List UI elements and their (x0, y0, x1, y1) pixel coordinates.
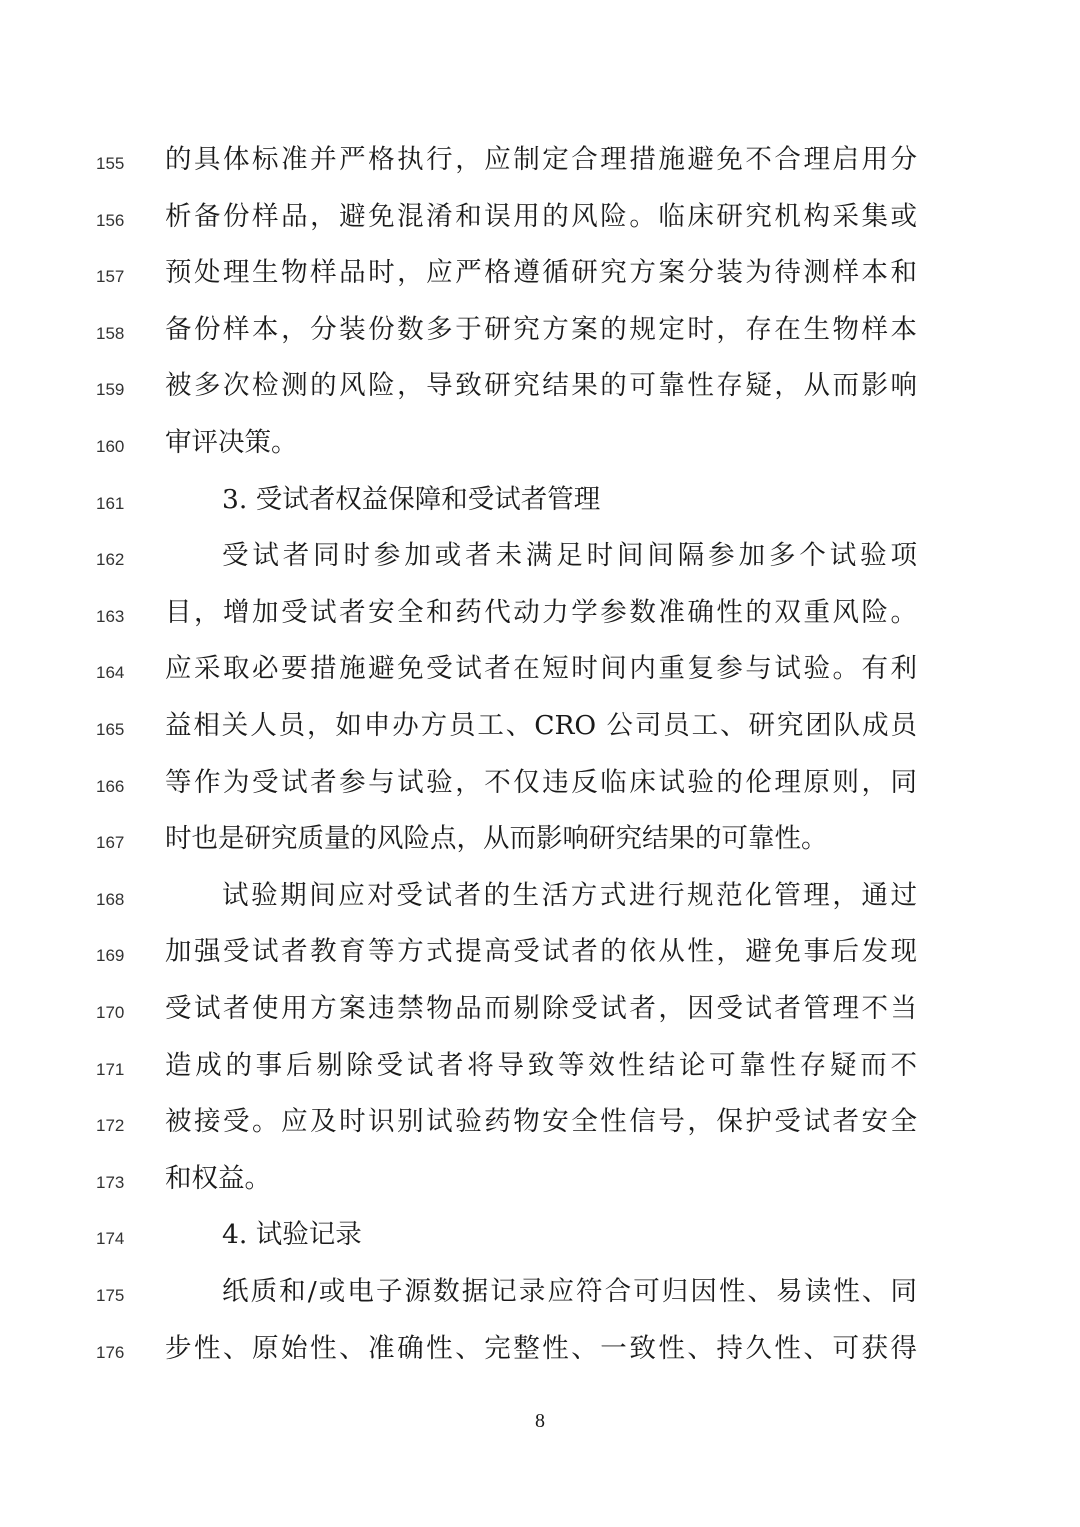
text-line (0, 1102, 1080, 1158)
line-text: 析备份样品，避免混淆和误用的风险。临床研究机构采集或 (165, 200, 917, 232)
line-number: 176 (96, 1342, 125, 1362)
text-line (0, 989, 1080, 1045)
line-text: 被接受。应及时识别试验药物安全性信号，保护受试者安全 (165, 1106, 917, 1138)
line-text: 受试者使用方案违禁物品而剔除受试者，因受试者管理不当 (165, 993, 917, 1024)
text-line (0, 480, 1080, 536)
text-line (0, 423, 1080, 479)
line-number: 156 (96, 210, 125, 230)
line-text: 加强受试者教育等方式提高受试者的依从性，避免事后发现 (165, 936, 917, 968)
line-text: 试验期间应对受试者的生活方式进行规范化管理，通过 (222, 879, 917, 911)
line-text: 备份样本，分装份数多于研究方案的规定时，存在生物样本 (165, 313, 917, 345)
line-number: 167 (96, 833, 125, 853)
text-line (0, 706, 1080, 762)
text-line (0, 1159, 1080, 1215)
text-line (0, 1272, 1080, 1328)
line-number: 161 (96, 493, 125, 513)
text-line (0, 763, 1080, 819)
text-line (0, 536, 1080, 592)
line-number: 159 (96, 380, 125, 400)
text-line (0, 932, 1080, 988)
line-text: 4. 试验记录 (222, 1219, 362, 1251)
line-text: 审评决策。 (165, 427, 298, 458)
line-number: 170 (96, 1003, 125, 1022)
page-number: 8 (535, 1410, 545, 1432)
line-text: 受试者同时参加或者未满足时间间隔参加多个试验项 (222, 540, 917, 572)
text-line (0, 649, 1080, 705)
line-number: 169 (96, 946, 125, 966)
line-number: 175 (96, 1286, 125, 1305)
line-text: 3. 受试者权益保障和受试者管理 (222, 483, 601, 515)
line-number: 166 (96, 776, 125, 796)
line-text: 预处理生物样品时，应严格遵循研究方案分装为待测样本和 (165, 257, 917, 289)
line-number: 162 (96, 550, 125, 570)
line-number: 172 (96, 1116, 125, 1136)
line-text: 应采取必要措施避免受试者在短时间内重复参与试验。有利 (165, 653, 917, 685)
line-number: 173 (96, 1172, 125, 1192)
line-number: 160 (96, 437, 125, 456)
line-number: 158 (96, 323, 125, 343)
text-line (0, 1215, 1080, 1271)
text-line (0, 1329, 1080, 1385)
line-text: 等作为受试者参与试验，不仅违反临床试验的伦理原则，同 (165, 766, 917, 798)
line-text: 的具体标准并严格执行，应制定合理措施避免不合理启用分 (165, 144, 917, 175)
text-line (0, 310, 1080, 366)
text-line (0, 197, 1080, 253)
line-text: 纸质和/或电子源数据记录应符合可归因性、易读性、同 (222, 1276, 917, 1307)
text-line (0, 819, 1080, 875)
text-line (0, 140, 1080, 196)
line-text: 造成的事后剔除受试者将导致等效性结论可靠性存疑而不 (165, 1049, 917, 1081)
line-number: 157 (96, 267, 125, 287)
line-text: 和权益。 (165, 1162, 271, 1194)
line-number: 164 (96, 663, 125, 683)
line-text: 时也是研究质量的风险点，从而影响研究结果的可靠性。 (165, 823, 828, 855)
text-line (0, 253, 1080, 309)
line-number: 155 (96, 154, 125, 173)
line-text: 目，增加受试者安全和药代动力学参数准确性的双重风险。 (165, 596, 917, 628)
line-text: 益相关人员，如申办方员工、CRO 公司员工、研究团队成员 (165, 710, 917, 741)
line-number: 168 (96, 889, 125, 909)
line-text: 被多次检测的风险，导致研究结果的可靠性存疑，从而影响 (165, 370, 917, 402)
text-line (0, 366, 1080, 422)
text-line (0, 1046, 1080, 1102)
line-number: 163 (96, 606, 125, 626)
text-line (0, 593, 1080, 649)
line-number: 165 (96, 720, 125, 739)
line-number: 171 (96, 1059, 125, 1079)
text-line (0, 876, 1080, 932)
line-number: 174 (96, 1229, 125, 1249)
line-text: 步性、原始性、准确性、完整性、一致性、持久性、可获得 (165, 1332, 917, 1364)
